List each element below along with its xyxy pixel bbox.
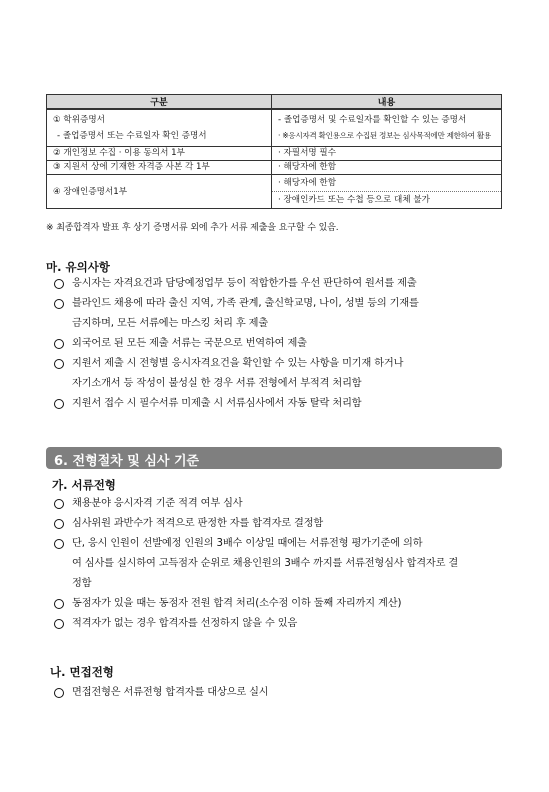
circle-bullet-icon xyxy=(54,599,64,609)
list-item-text: 채용분야 응시자격 기준 적격 여부 심사 xyxy=(72,498,243,509)
list-item xyxy=(50,683,508,703)
section-heading-interview: 나. 면접전형 xyxy=(50,665,114,679)
list-item-text: 정함 xyxy=(72,578,92,589)
circle-bullet-icon xyxy=(54,399,64,409)
list-item xyxy=(50,354,508,394)
circle-bullet-icon xyxy=(54,279,64,289)
document-screening-list xyxy=(50,494,508,634)
list-item-text: 자기소개서 등 작성이 불성실 한 경우 서류 전형에서 부적격 처리함 xyxy=(72,378,362,389)
cell-text: · 장애인카드 또는 수첩 등으로 대체 불가 xyxy=(272,191,501,208)
list-item xyxy=(50,614,508,634)
list-item-text: 심사위원 과반수가 적격으로 판정한 자를 합격자로 결정함 xyxy=(72,518,324,529)
list-item-text: 단, 응시 인원이 선발예정 인원의 3배수 이상일 때에는 서류전형 평가기준에 의하 xyxy=(72,538,423,549)
section-title-bar xyxy=(46,447,502,469)
list-item-text: 외국어로 된 모든 제출 서류는 국문으로 번역하여 제출 xyxy=(72,338,307,349)
circle-bullet-icon xyxy=(54,688,64,698)
list-item xyxy=(50,334,508,354)
circle-bullet-icon xyxy=(54,499,64,509)
table-footnote: ※ 최종합격자 발표 후 상기 증명서류 외에 추가 서류 제출을 요구할 수 있음. xyxy=(46,223,339,233)
section-title: 6. 전형절차 및 심사 기준 xyxy=(54,454,200,469)
table-header-row xyxy=(47,95,502,110)
list-item xyxy=(50,514,508,534)
cell-text: ② 개인정보 수집 · 이용 동의서 1부 xyxy=(53,148,185,158)
table-cell-content xyxy=(272,161,502,175)
list-item-text: 블라인드 채용에 따라 출신 지역, 가족 관계, 출신학교명, 나이, 성별 등의 기재를 xyxy=(72,298,419,309)
table-cell-category xyxy=(47,147,272,161)
list-item-text: 지원서 접수 시 필수서류 미제출 시 서류심사에서 자동 탈락 처리함 xyxy=(72,398,362,409)
required-documents-table xyxy=(46,94,502,209)
list-item-text: 지원서 제출 시 전형별 응시자격요건을 확인할 수 있는 사항을 미기재 하거나 xyxy=(72,358,404,369)
notes-list xyxy=(50,274,508,414)
cell-text: · 해당자에 한함 xyxy=(278,178,337,188)
circle-bullet-icon xyxy=(54,619,64,629)
list-item-text: 동점자가 있을 때는 동점자 전원 합격 처리(소수점 이하 둘째 자리까지 계산) xyxy=(72,598,402,609)
circle-bullet-icon xyxy=(54,539,64,549)
table-cell-category xyxy=(47,175,272,209)
table-row xyxy=(47,147,502,161)
table-cell-category xyxy=(47,161,272,175)
interview-list xyxy=(50,683,508,703)
table-cell-content xyxy=(272,147,502,161)
list-item-text: 적격자가 없는 경우 합격자를 선정하지 않을 수 있음 xyxy=(72,618,298,629)
list-item xyxy=(50,494,508,514)
table-cell-content xyxy=(272,175,502,209)
cell-text: - 졸업증명서 또는 수료일자 확인 증명서 xyxy=(57,131,207,141)
table-header-content: 내용 xyxy=(272,95,502,110)
table-header-category: 구분 xyxy=(47,95,272,110)
cell-text: ③ 지원서 상에 기재한 자격증 사본 각 1부 xyxy=(53,162,210,172)
list-item xyxy=(50,594,508,614)
list-item-text: 금지하며, 모든 서류에는 마스킹 처리 후 제출 xyxy=(72,318,269,329)
table-cell-category xyxy=(47,109,272,147)
table-row xyxy=(47,161,502,175)
list-item xyxy=(50,394,508,414)
circle-bullet-icon xyxy=(54,299,64,309)
cell-text: · 해당자에 한함 xyxy=(278,162,337,172)
list-item-text: 응시자는 자격요건과 담당예정업무 등이 적합한가를 우선 판단하여 원서를 제출 xyxy=(72,278,417,289)
circle-bullet-icon xyxy=(54,519,64,529)
section-heading-notes: 마. 유의사항 xyxy=(46,260,110,274)
table-row xyxy=(47,175,502,209)
table-cell-content xyxy=(272,109,502,147)
cell-text: - 졸업증명서 및 수료일자를 확인할 수 있는 증명서 xyxy=(278,115,467,125)
cell-text: · ※응시자격 확인용으로 수집된 정보는 심사목적에만 제한하여 활용 xyxy=(278,131,491,140)
list-item-text: 면접전형은 서류전형 합격자를 대상으로 실시 xyxy=(72,687,269,698)
cell-text: · 자필서명 필수 xyxy=(278,148,337,158)
table-row xyxy=(47,109,502,147)
cell-text: ① 학위증명서 xyxy=(53,115,105,125)
circle-bullet-icon xyxy=(54,339,64,349)
section-heading-document-screening: 가. 서류전형 xyxy=(52,478,116,492)
list-item xyxy=(50,294,508,334)
cell-text: ④ 장애인증명서1부 xyxy=(53,186,128,197)
list-item-text: 여 심사를 실시하여 고득점자 순위로 채용인원의 3배수 까지를 서류전형심사 합격자로 결 xyxy=(72,558,459,569)
list-item xyxy=(50,534,508,594)
list-item xyxy=(50,274,508,294)
circle-bullet-icon xyxy=(54,359,64,369)
